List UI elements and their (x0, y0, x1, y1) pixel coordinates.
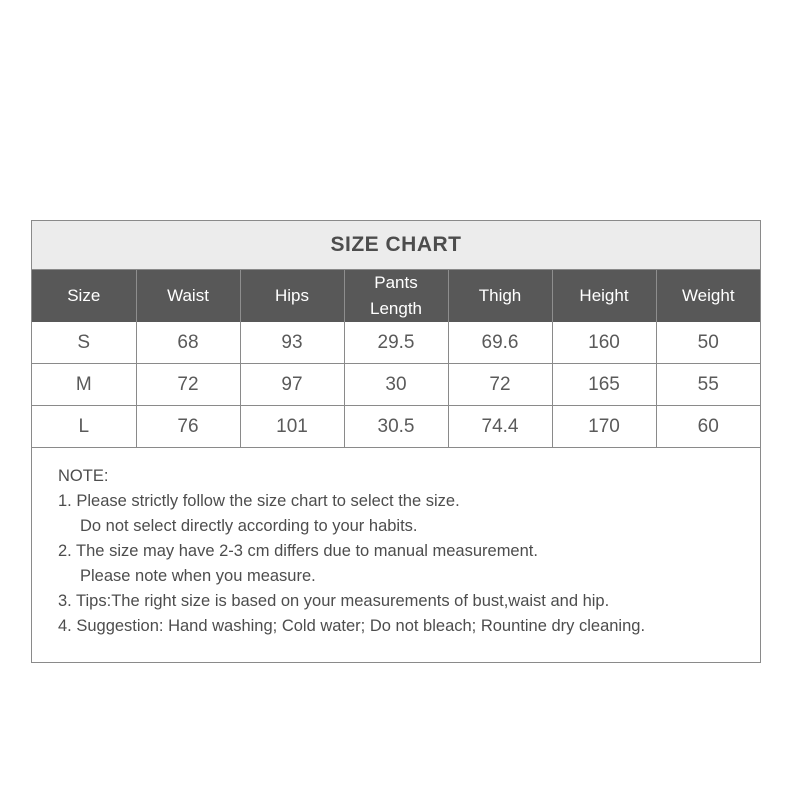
table-cell: 68 (136, 322, 240, 364)
table-row (32, 322, 760, 364)
note-line: 4. Suggestion: Hand washing; Cold water; Do not bleach; Rountine dry cleaning. (58, 617, 646, 635)
table-row (32, 406, 760, 448)
table-cell: 60 (656, 406, 760, 448)
table-cell: 93 (240, 322, 344, 364)
table-cell: 97 (240, 364, 344, 406)
column-header-waist: Waist (136, 270, 240, 322)
table-cell: 72 (136, 364, 240, 406)
table-cell: S (32, 322, 136, 364)
table-cell: M (32, 364, 136, 406)
size-table (32, 270, 760, 448)
note-line: 1. Please strictly follow the size chart to select the size. (58, 492, 460, 510)
table-cell: L (32, 406, 136, 448)
note-line: 3. Tips:The right size is based on your measurements of bust,waist and hip. (58, 592, 610, 610)
table-cell: 29.5 (344, 322, 448, 364)
column-header-weight: Weight (656, 270, 760, 322)
column-header-thigh: Thigh (448, 270, 552, 322)
column-header-pants-length: Pants Length (344, 270, 448, 322)
table-cell: 30.5 (344, 406, 448, 448)
column-header-height: Height (552, 270, 656, 322)
table-cell: 30 (344, 364, 448, 406)
table-cell: 72 (448, 364, 552, 406)
table-cell: 50 (656, 322, 760, 364)
table-cell: 69.6 (448, 322, 552, 364)
table-cell: 101 (240, 406, 344, 448)
table-cell: 160 (552, 322, 656, 364)
note-line: Do not select directly according to your habits. (80, 517, 418, 535)
notes-heading: NOTE: (58, 467, 109, 485)
column-header-hips: Hips (240, 270, 344, 322)
size-chart-panel (31, 220, 761, 663)
table-cell: 170 (552, 406, 656, 448)
size-chart-title: SIZE CHART (32, 221, 760, 270)
notes-section (32, 448, 760, 639)
table-cell: 74.4 (448, 406, 552, 448)
note-line: 2. The size may have 2-3 cm differs due to manual measurement. (58, 542, 538, 560)
table-header-row (32, 270, 760, 322)
table-cell: 165 (552, 364, 656, 406)
table-cell: 76 (136, 406, 240, 448)
column-header-size: Size (32, 270, 136, 322)
table-cell: 55 (656, 364, 760, 406)
table-row (32, 364, 760, 406)
note-line: Please note when you measure. (80, 567, 316, 585)
